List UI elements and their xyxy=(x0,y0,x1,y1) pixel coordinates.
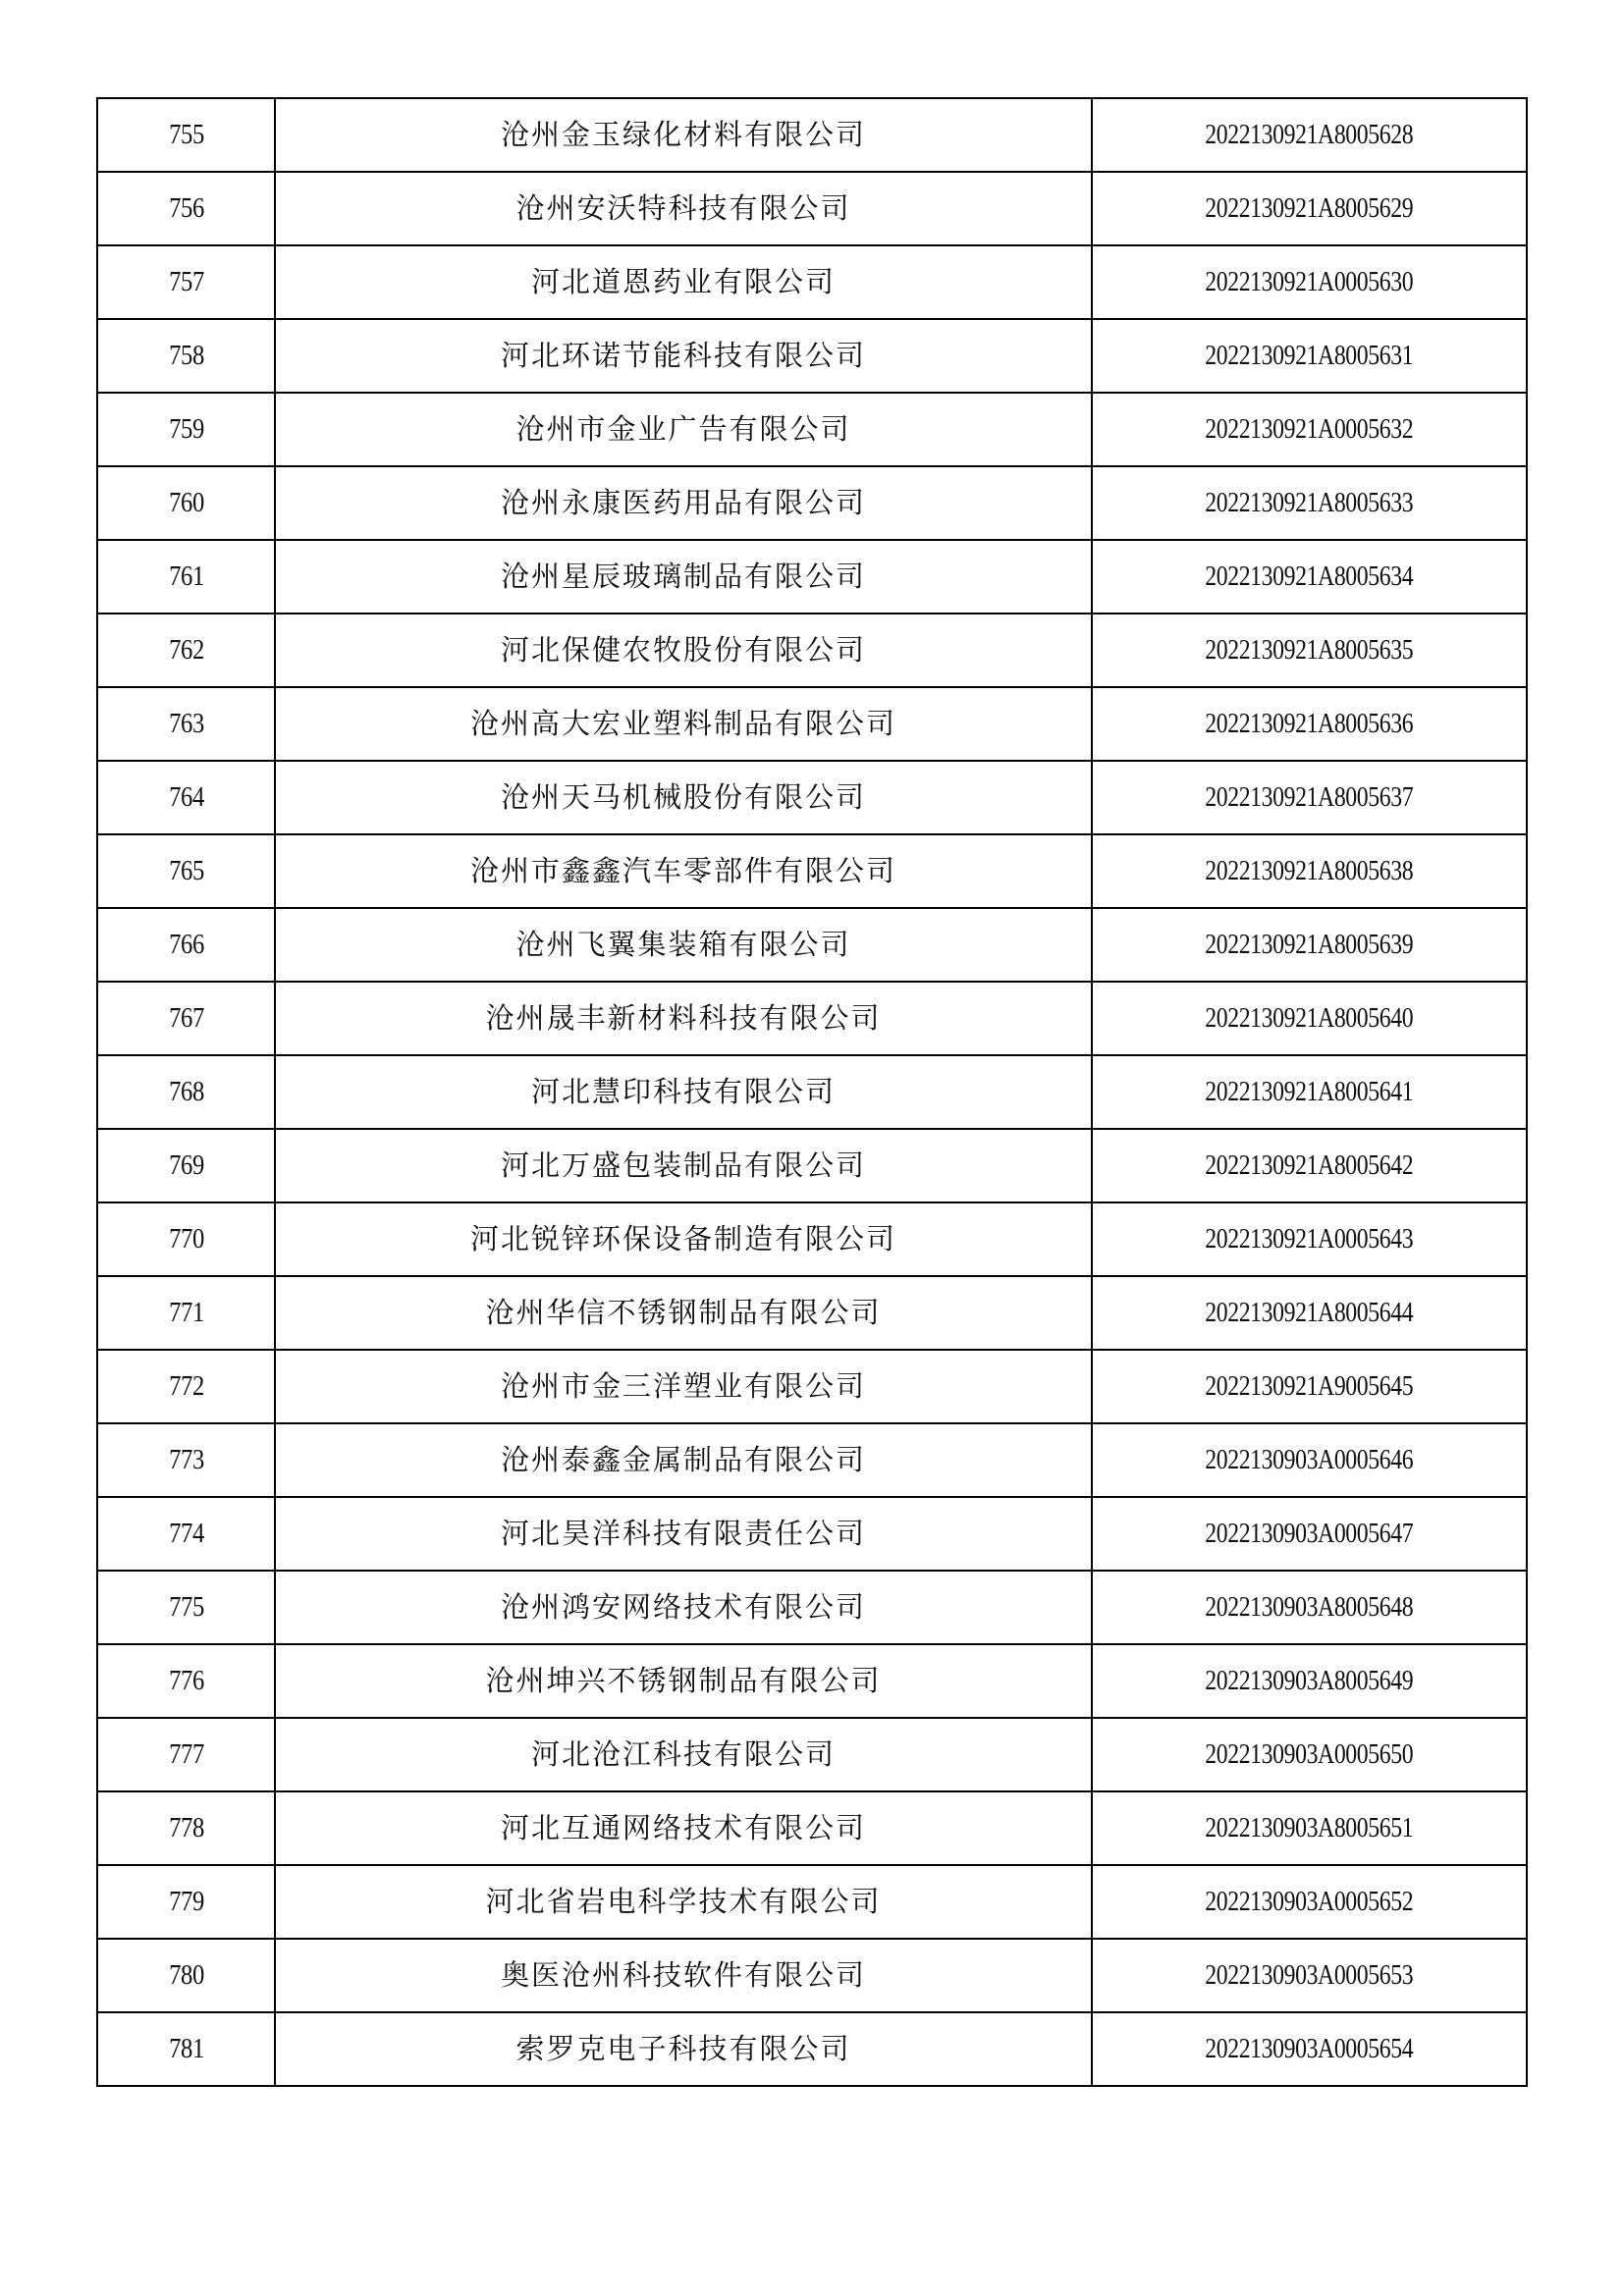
registration-code: 2022130921A8005637 xyxy=(1092,761,1527,834)
table-row xyxy=(97,1644,1527,1718)
table-row xyxy=(97,319,1527,393)
company-name: 索罗克电子科技有限公司 xyxy=(275,2012,1092,2086)
registration-code: 2022130921A8005639 xyxy=(1092,908,1527,982)
table-row xyxy=(97,393,1527,466)
company-registry-table xyxy=(96,97,1528,2087)
registration-code: 2022130921A8005644 xyxy=(1092,1276,1527,1350)
registration-code: 2022130921A9005645 xyxy=(1092,1350,1527,1423)
registration-code: 2022130921A8005635 xyxy=(1092,614,1527,687)
row-number: 770 xyxy=(97,1202,275,1276)
registration-code: 2022130921A0005643 xyxy=(1092,1202,1527,1276)
row-number: 768 xyxy=(97,1055,275,1129)
company-name: 沧州高大宏业塑料制品有限公司 xyxy=(275,687,1092,761)
row-number: 776 xyxy=(97,1644,275,1718)
registration-code: 2022130921A8005640 xyxy=(1092,982,1527,1055)
row-number: 757 xyxy=(97,245,275,319)
table-row xyxy=(97,1571,1527,1644)
table-row xyxy=(97,1423,1527,1497)
row-number: 758 xyxy=(97,319,275,393)
registration-code: 2022130903A8005651 xyxy=(1092,1791,1527,1865)
table-row xyxy=(97,761,1527,834)
row-number: 781 xyxy=(97,2012,275,2086)
company-name: 河北省岩电科学技术有限公司 xyxy=(275,1865,1092,1939)
registration-code: 2022130921A8005642 xyxy=(1092,1129,1527,1202)
company-name: 河北沧江科技有限公司 xyxy=(275,1718,1092,1791)
company-name: 沧州飞翼集装箱有限公司 xyxy=(275,908,1092,982)
company-name: 河北保健农牧股份有限公司 xyxy=(275,614,1092,687)
company-name: 奥医沧州科技软件有限公司 xyxy=(275,1939,1092,2012)
row-number: 780 xyxy=(97,1939,275,2012)
company-name: 沧州天马机械股份有限公司 xyxy=(275,761,1092,834)
registration-code: 2022130903A8005648 xyxy=(1092,1571,1527,1644)
table-row xyxy=(97,1939,1527,2012)
row-number: 755 xyxy=(97,98,275,172)
table-row xyxy=(97,687,1527,761)
table-row xyxy=(97,1497,1527,1571)
table-row xyxy=(97,834,1527,908)
row-number: 779 xyxy=(97,1865,275,1939)
registration-code: 2022130921A8005633 xyxy=(1092,466,1527,540)
company-name: 河北昊洋科技有限责任公司 xyxy=(275,1497,1092,1571)
company-name: 沧州华信不锈钢制品有限公司 xyxy=(275,1276,1092,1350)
registration-code: 2022130903A8005649 xyxy=(1092,1644,1527,1718)
table-row xyxy=(97,1791,1527,1865)
row-number: 766 xyxy=(97,908,275,982)
table-row xyxy=(97,614,1527,687)
company-name: 河北慧印科技有限公司 xyxy=(275,1055,1092,1129)
table-row xyxy=(97,540,1527,614)
company-name: 沧州晟丰新材料科技有限公司 xyxy=(275,982,1092,1055)
table-row xyxy=(97,2012,1527,2086)
table-row xyxy=(97,908,1527,982)
row-number: 763 xyxy=(97,687,275,761)
row-number: 767 xyxy=(97,982,275,1055)
company-name: 沧州星辰玻璃制品有限公司 xyxy=(275,540,1092,614)
company-name: 沧州鸿安网络技术有限公司 xyxy=(275,1571,1092,1644)
registration-code: 2022130921A0005630 xyxy=(1092,245,1527,319)
company-name: 沧州市鑫鑫汽车零部件有限公司 xyxy=(275,834,1092,908)
registration-code: 2022130903A0005647 xyxy=(1092,1497,1527,1571)
table-row xyxy=(97,1129,1527,1202)
company-name: 河北万盛包装制品有限公司 xyxy=(275,1129,1092,1202)
company-name: 沧州市金业广告有限公司 xyxy=(275,393,1092,466)
row-number: 775 xyxy=(97,1571,275,1644)
table-row xyxy=(97,466,1527,540)
table-row xyxy=(97,98,1527,172)
row-number: 774 xyxy=(97,1497,275,1571)
table-row xyxy=(97,1202,1527,1276)
company-name: 沧州坤兴不锈钢制品有限公司 xyxy=(275,1644,1092,1718)
registration-code: 2022130921A8005628 xyxy=(1092,98,1527,172)
company-name: 沧州永康医药用品有限公司 xyxy=(275,466,1092,540)
row-number: 762 xyxy=(97,614,275,687)
registration-code: 2022130921A8005631 xyxy=(1092,319,1527,393)
company-name: 沧州金玉绿化材料有限公司 xyxy=(275,98,1092,172)
registration-code: 2022130921A8005634 xyxy=(1092,540,1527,614)
table-row xyxy=(97,1350,1527,1423)
company-name: 沧州安沃特科技有限公司 xyxy=(275,172,1092,245)
registration-code: 2022130921A8005638 xyxy=(1092,834,1527,908)
table-row xyxy=(97,1055,1527,1129)
company-name: 河北环诺节能科技有限公司 xyxy=(275,319,1092,393)
table-row xyxy=(97,172,1527,245)
row-number: 772 xyxy=(97,1350,275,1423)
registration-code: 2022130921A8005636 xyxy=(1092,687,1527,761)
row-number: 765 xyxy=(97,834,275,908)
registration-code: 2022130921A0005632 xyxy=(1092,393,1527,466)
registration-code: 2022130903A0005646 xyxy=(1092,1423,1527,1497)
registration-code: 2022130903A0005650 xyxy=(1092,1718,1527,1791)
row-number: 760 xyxy=(97,466,275,540)
registration-code: 2022130903A0005654 xyxy=(1092,2012,1527,2086)
row-number: 777 xyxy=(97,1718,275,1791)
row-number: 756 xyxy=(97,172,275,245)
company-name: 河北道恩药业有限公司 xyxy=(275,245,1092,319)
table-body xyxy=(97,98,1527,2086)
registration-code: 2022130903A0005652 xyxy=(1092,1865,1527,1939)
table-row xyxy=(97,1276,1527,1350)
registration-code: 2022130921A8005629 xyxy=(1092,172,1527,245)
row-number: 769 xyxy=(97,1129,275,1202)
row-number: 764 xyxy=(97,761,275,834)
company-name: 河北互通网络技术有限公司 xyxy=(275,1791,1092,1865)
company-name: 沧州泰鑫金属制品有限公司 xyxy=(275,1423,1092,1497)
row-number: 771 xyxy=(97,1276,275,1350)
row-number: 773 xyxy=(97,1423,275,1497)
row-number: 761 xyxy=(97,540,275,614)
company-name: 河北锐锌环保设备制造有限公司 xyxy=(275,1202,1092,1276)
registration-code: 2022130921A8005641 xyxy=(1092,1055,1527,1129)
row-number: 759 xyxy=(97,393,275,466)
row-number: 778 xyxy=(97,1791,275,1865)
table-row xyxy=(97,1718,1527,1791)
table-row xyxy=(97,1865,1527,1939)
registration-code: 2022130903A0005653 xyxy=(1092,1939,1527,2012)
company-name: 沧州市金三洋塑业有限公司 xyxy=(275,1350,1092,1423)
table-row xyxy=(97,982,1527,1055)
table-row xyxy=(97,245,1527,319)
